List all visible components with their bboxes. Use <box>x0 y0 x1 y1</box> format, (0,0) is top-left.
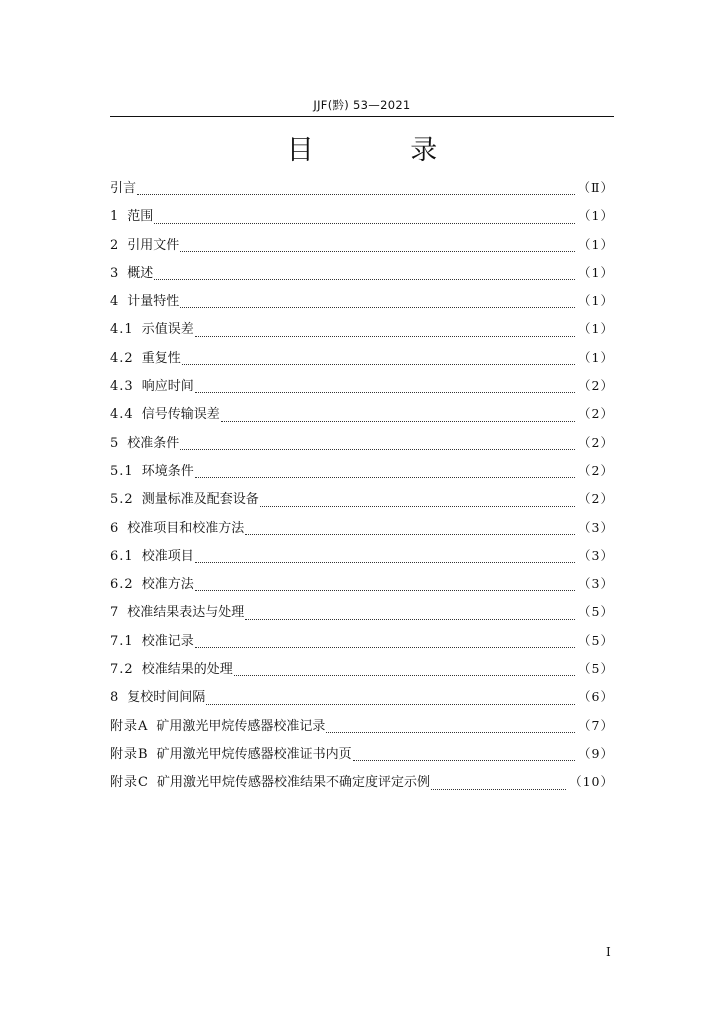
toc-dot-leader <box>154 273 575 280</box>
toc-entry-page: （1） <box>578 349 614 365</box>
toc-entry[interactable] <box>110 742 614 770</box>
toc-dot-leader <box>154 217 575 224</box>
toc-entry-number: 7 <box>110 605 120 621</box>
toc-entry-page: （2） <box>578 434 614 450</box>
toc-entry-number: 5 <box>110 435 120 451</box>
toc-entry-page: （2） <box>578 378 614 394</box>
toc-entry[interactable] <box>110 431 614 459</box>
toc-entry[interactable] <box>110 233 614 261</box>
toc-entry-title: 校准项目和校准方法 <box>127 520 245 536</box>
toc-dot-leader <box>260 500 575 507</box>
toc-entry[interactable] <box>110 374 614 402</box>
toc-entry[interactable] <box>110 685 614 713</box>
toc-entry-number: 附录C <box>110 775 149 791</box>
toc-entry-title: 校准方法 <box>141 577 194 593</box>
toc-entry-page: （5） <box>578 604 614 620</box>
toc-entry[interactable] <box>110 289 614 317</box>
toc-entry-number: 2 <box>110 237 120 253</box>
toc-entry[interactable] <box>110 261 614 289</box>
table-of-contents <box>110 176 614 799</box>
toc-entry-number: 5.2 <box>110 492 134 508</box>
toc-entry-title: 校准结果表达与处理 <box>127 605 245 621</box>
toc-entry-page: （3） <box>578 547 614 563</box>
toc-dot-leader <box>195 641 575 648</box>
toc-entry-page: （3） <box>578 576 614 592</box>
toc-entry[interactable] <box>110 459 614 487</box>
toc-entry-title: 矿用激光甲烷传感器校准记录 <box>156 718 326 734</box>
toc-entry[interactable] <box>110 204 614 232</box>
toc-entry-page: （1） <box>578 236 614 252</box>
toc-entry-page: （7） <box>578 717 614 733</box>
toc-entry[interactable] <box>110 572 614 600</box>
toc-entry-title: 环境条件 <box>141 463 194 479</box>
toc-entry-number: 5.1 <box>110 463 134 479</box>
toc-dot-leader <box>195 330 575 337</box>
toc-entry-title: 概述 <box>127 265 154 281</box>
toc-entry-title: 校准结果的处理 <box>141 662 233 678</box>
toc-entry-page: （10） <box>569 774 614 790</box>
toc-entry-title: 计量特性 <box>127 294 180 310</box>
toc-entry-title: 测量标准及配套设备 <box>141 492 259 508</box>
toc-entry-title: 重复性 <box>141 350 181 366</box>
toc-entry-number: 4.2 <box>110 350 134 366</box>
toc-entry-number: 8 <box>110 690 120 706</box>
header-divider <box>110 116 614 117</box>
toc-entry-number: 4 <box>110 294 120 310</box>
document-code: JJF(黔) 53—2021 <box>313 98 411 112</box>
toc-entry-number: 4.4 <box>110 407 134 423</box>
toc-entry-page: （1） <box>578 264 614 280</box>
toc-dot-leader <box>195 386 575 393</box>
page-title: 目 录 <box>286 135 482 166</box>
toc-entry-number: 4.3 <box>110 379 134 395</box>
toc-entry-title: 引言 <box>110 181 137 196</box>
toc-dot-leader <box>353 754 575 761</box>
toc-dot-leader <box>195 471 575 478</box>
toc-entry-title: 矿用激光甲烷传感器校准结果不确定度评定示例 <box>156 775 430 791</box>
toc-entry-title: 示值误差 <box>141 322 194 338</box>
toc-entry-number: 1 <box>110 209 120 225</box>
toc-entry-page: （1） <box>578 208 614 224</box>
toc-entry[interactable] <box>110 600 614 628</box>
toc-entry-page: （1） <box>578 321 614 337</box>
toc-dot-leader <box>180 245 575 252</box>
toc-dot-leader <box>221 415 575 422</box>
toc-entry-number: 6 <box>110 520 120 536</box>
toc-dot-leader <box>245 613 575 620</box>
toc-entry[interactable] <box>110 317 614 345</box>
toc-entry[interactable] <box>110 346 614 374</box>
toc-entry-page: （2） <box>578 406 614 422</box>
toc-entry[interactable] <box>110 402 614 430</box>
toc-entry-title: 复校时间间隔 <box>127 690 206 706</box>
toc-entry-title: 矿用激光甲烷传感器校准证书内页 <box>156 746 352 762</box>
toc-dot-leader <box>195 556 575 563</box>
toc-entry-title: 引用文件 <box>127 237 180 253</box>
toc-entry-page: （6） <box>578 689 614 705</box>
toc-entry-page: （3） <box>578 519 614 535</box>
toc-entry-number: 7.1 <box>110 633 134 649</box>
toc-entry-title: 信号传输误差 <box>141 407 220 423</box>
toc-entry[interactable] <box>110 657 614 685</box>
toc-entry-number: 6.2 <box>110 577 134 593</box>
toc-entry-page: （9） <box>578 745 614 761</box>
toc-entry-number: 附录A <box>110 718 149 734</box>
toc-entry-number: 6.1 <box>110 548 134 564</box>
toc-dot-leader <box>234 669 575 676</box>
toc-entry[interactable] <box>110 176 614 204</box>
toc-entry-title: 校准项目 <box>141 548 194 564</box>
toc-dot-leader <box>245 528 575 535</box>
toc-dot-leader <box>182 358 575 365</box>
toc-dot-leader <box>206 698 575 705</box>
toc-entry-title: 校准条件 <box>127 435 180 451</box>
toc-dot-leader <box>137 188 574 195</box>
toc-entry[interactable] <box>110 544 614 572</box>
toc-entry-title: 范围 <box>127 209 154 225</box>
toc-dot-leader <box>180 301 575 308</box>
toc-entry-number: 4.1 <box>110 322 134 338</box>
toc-entry-page: （5） <box>578 661 614 677</box>
toc-entry-number: 7.2 <box>110 662 134 678</box>
toc-entry[interactable] <box>110 714 614 742</box>
toc-dot-leader <box>195 584 575 591</box>
toc-entry-page: （2） <box>578 491 614 507</box>
toc-entry-page: （1） <box>578 293 614 309</box>
toc-entry-number: 附录B <box>110 746 149 762</box>
toc-entry-title: 校准记录 <box>141 633 194 649</box>
toc-dot-leader <box>431 783 566 790</box>
toc-entry[interactable] <box>110 629 614 657</box>
toc-dot-leader <box>180 443 575 450</box>
toc-entry-page: （2） <box>578 462 614 478</box>
page-number: I <box>606 945 611 959</box>
toc-entry[interactable] <box>110 487 614 515</box>
toc-entry-page: （Ⅱ） <box>577 180 614 195</box>
toc-entry-page: （5） <box>578 632 614 648</box>
toc-dot-leader <box>326 726 575 733</box>
toc-entry-title: 响应时间 <box>141 379 194 395</box>
toc-entry-number: 3 <box>110 265 120 281</box>
toc-entry[interactable] <box>110 770 614 798</box>
toc-entry[interactable] <box>110 516 614 544</box>
